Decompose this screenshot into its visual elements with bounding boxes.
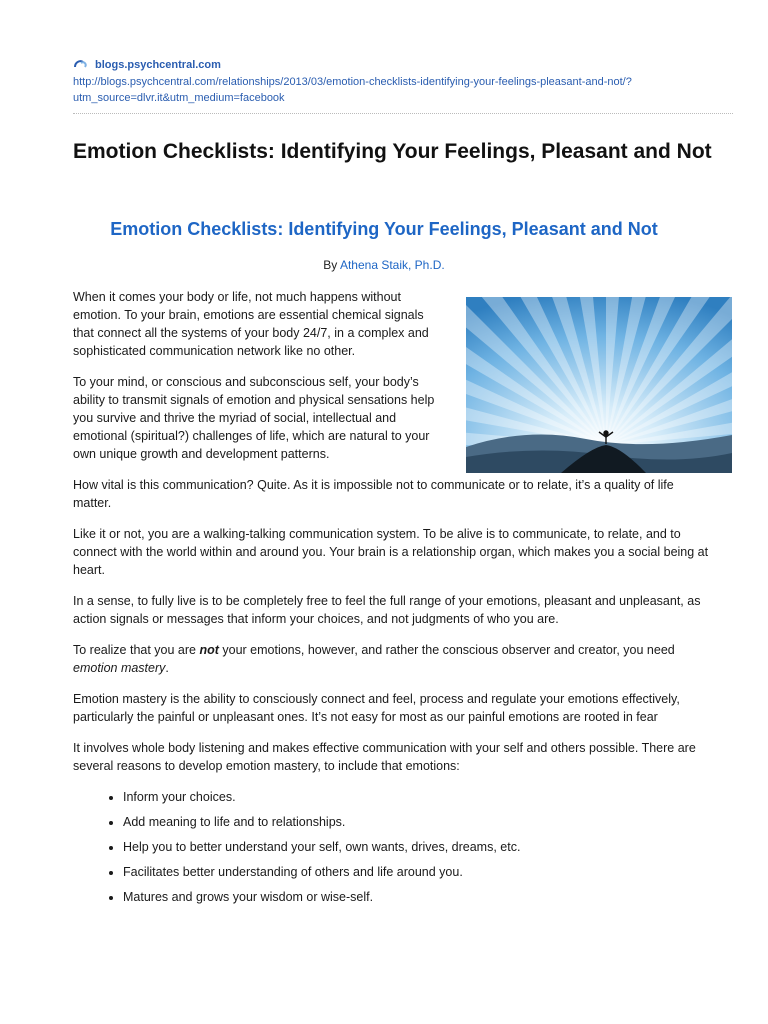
text: your emotions, however, and rather the conscious observer and creator, you need <box>218 643 675 657</box>
paragraph: Like it or not, you are a walking-talking communication system. To be alive is to communicate, to relate, and to connect with the world within and around you. Your brain is a relationship organ, which makes you a social being at heart. <box>73 527 709 577</box>
list-item: • Add meaning to life and to relationships. <box>123 813 713 831</box>
emphasis: not <box>199 643 219 657</box>
paragraph: In a sense, to fully live is to be completely free to feel the full range of your emotions, pleasant and unpleasant, as action signals or messages that inform your choices, and not judgments of who you are. <box>73 594 701 626</box>
list-item: • Matures and grows your wisdom or wise-self. <box>123 888 713 906</box>
author-link[interactable]: Athena Staik, Ph.D. <box>339 258 445 272</box>
paragraph: Emotion mastery is the ability to consciously connect and feel, process and regulate your emotions effectively, particularly the painful or unpleasant ones. It’s not easy for most as our painful emotions are rooted in fear <box>73 692 680 724</box>
link-icon <box>73 58 89 72</box>
paragraph: How vital is this communication? Quite. As it is impossible not to communicate or to relate, it’s a quality of life matter. <box>73 478 674 510</box>
text: To realize that you are <box>73 643 200 657</box>
source-domain[interactable]: blogs.psychcentral.com <box>95 59 221 71</box>
divider <box>73 113 733 114</box>
article-subtitle[interactable]: Emotion Checklists: Identifying Your Feelings, Pleasant and Not <box>110 219 658 239</box>
source-url[interactable]: http://blogs.psychcentral.com/relationships/2013/03/emotion-checklists-identifying-your-feelings-pleasant-and-not/?utm_source=dlvr.it&utm_medium=facebook <box>73 76 632 104</box>
list-item: • Help you to better understand your self, own wants, drives, dreams, etc. <box>123 838 713 856</box>
reasons-list <box>73 788 713 906</box>
list-item: • Facilitates better understanding of others and life around you. <box>123 863 713 881</box>
byline-prefix: By <box>323 258 340 272</box>
text: . <box>165 661 169 675</box>
paragraph: It involves whole body listening and makes effective communication with your self and others possible. There are several reasons to develop emotion mastery, to include that emotions: <box>73 741 696 773</box>
byline <box>0 258 768 272</box>
page-title: Emotion Checklists: Identifying Your Feelings, Pleasant and Not <box>73 140 712 163</box>
source-header <box>73 58 713 106</box>
paragraph: When it comes your body or life, not much happens without emotion. To your brain, emotions are essential chemical signals that connect all the systems of your body 24/7, in a complex and sophisticated communication network like no other. <box>73 290 429 358</box>
article-body <box>73 288 713 913</box>
paragraph <box>73 641 713 677</box>
paragraph: To your mind, or conscious and subconscious self, your body’s ability to transmit signals of emotion and physical sensations help you survive and thrive the myriad of social, intellectual and emotional (spiritual?) challenges of life, which are natural to your own unique growth and development patterns. <box>73 375 435 461</box>
emphasis: emotion mastery <box>73 661 166 675</box>
list-item: • Inform your choices. <box>123 788 713 806</box>
